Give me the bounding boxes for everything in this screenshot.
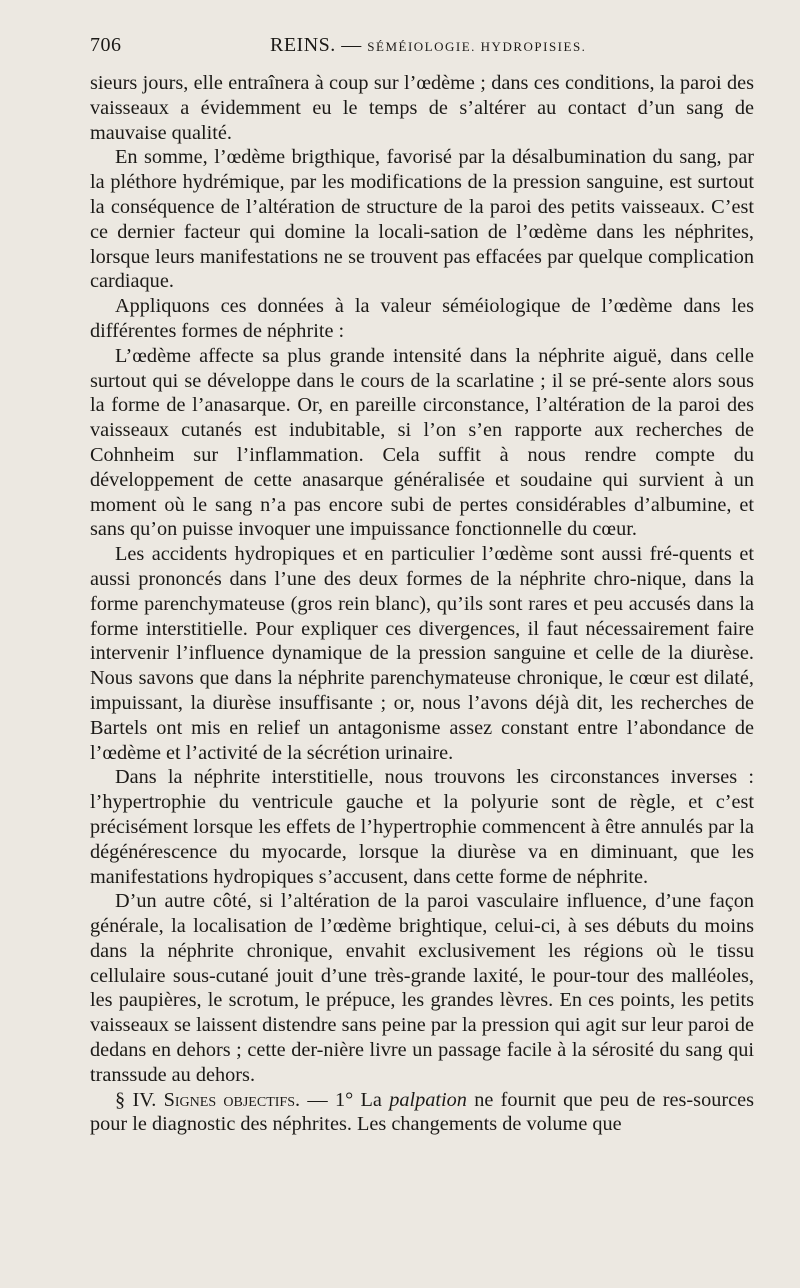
body-text bbox=[90, 71, 754, 1137]
running-title-main: REINS. — bbox=[270, 34, 362, 56]
section-mark: § IV. bbox=[115, 1088, 157, 1111]
paragraph: sieurs jours, elle entraînera à coup sur l’œdème ; dans ces conditions, la paroi des vaisseaux a évidemment eu le temps de s’altérer au contact d’un sang de mauvaise qualité. bbox=[90, 72, 754, 144]
section-text: ne fournit que peu de res-sources pour le diagnostic des néphrites. Les changements de volume que bbox=[90, 1088, 754, 1136]
page-header bbox=[90, 34, 754, 58]
section-title: Signes objectifs. bbox=[163, 1088, 301, 1111]
paragraph: Appliquons ces données à la valeur séméiologique de l’œdème dans les différentes formes de néphrite : bbox=[90, 295, 754, 342]
section-paragraph bbox=[90, 1088, 754, 1138]
paragraph: L’œdème affecte sa plus grande intensité dans la néphrite aiguë, dans celle surtout qui se développe dans le cours de la scarlatine ; il se pré-sente alors sous la forme de l’anasarque. Or, en pareille circonstance, l’altération de la paroi des vaisseaux cutanés est indubitable, si l’on s’en rapporte aux recherches de Cohnheim sur l’inflammation. Cela suffit à nous rendre compte du développement de cette anasarque généralisée et soudaine qui survient à un moment où le sang n’a pas encore subi de pertes considérables d’albumine, et sans qu’on puisse invoquer une impuissance fonctionnelle du cœur. bbox=[90, 344, 754, 541]
paragraph: D’un autre côté, si l’altération de la paroi vasculaire influence, d’une façon générale, la localisation de l’œdème brightique, celui-ci, à ses débuts du moins dans la néphrite chronique, envahit exclusivement les régions où le tissu cellulaire sous-cutané jouit d’une très-grande laxité, le pour-tour des malléoles, les paupières, le scrotum, le prépuce, les grandes lèvres. En ces points, les petits vaisseaux se laissent distendre sans peine par la pression qui agit sur leur paroi de dedans en dehors ; cette der-nière livre un passage facile à la sérosité du sang qui transsude au dehors. bbox=[90, 890, 754, 1086]
italic-term: palpation bbox=[389, 1088, 467, 1111]
running-title bbox=[270, 34, 586, 57]
paragraph: En somme, l’œdème brigthique, favorisé par la désalbumination du sang, par la pléthore hydrémique, par les modifications de la pression sanguine, est surtout la conséquence de l’altération de structure de la paroi des petits vaisseaux. C’est ce dernier facteur qui domine la locali-sation de l’œdème dans les néphrites, lorsque leurs manifestations ne se trouvent pas effacées par quelque complication cardiaque. bbox=[90, 146, 754, 293]
page-number: 706 bbox=[90, 34, 122, 56]
paragraph: Les accidents hydropiques et en particulier l’œdème sont aussi fré-quents et aussi prononcés dans l’une des deux formes de la néphrite chro-nique, dans la forme parenchymateuse (gros rein blanc), qu’ils sont rares et peu accusés dans la forme interstitielle. Pour expliquer ces divergences, il faut nécessairement faire intervenir l’influence dynamique de la pression sanguine et celle de la diurèse. Nous savons que dans la néphrite parenchymateuse chronique, le cœur est dilaté, impuissant, la diurèse insuffisante ; or, nous l’avons déjà dit, les recherches de Bartels ont mis en relief un antagonisme assez constant entre l’abondance de l’œdème et l’activité de la sécrétion urinaire. bbox=[90, 543, 754, 764]
paragraph: Dans la néphrite interstitielle, nous trouvons les circonstances inverses : l’hypertrophie du ventricule gauche et la polyurie sont de règle, et c’est précisément lorsque les effets de l’hypertrophie commencent à être annulés par la dégénérescence du myocarde, lorsque la diurèse va en diminuant, que les manifestations hydropiques s’accusent, dans cette forme de néphrite. bbox=[90, 766, 754, 888]
running-title-sub: SÉMÉIOLOGIE. HYDROPISIES. bbox=[367, 39, 587, 54]
section-dash: — 1° La bbox=[300, 1088, 390, 1111]
